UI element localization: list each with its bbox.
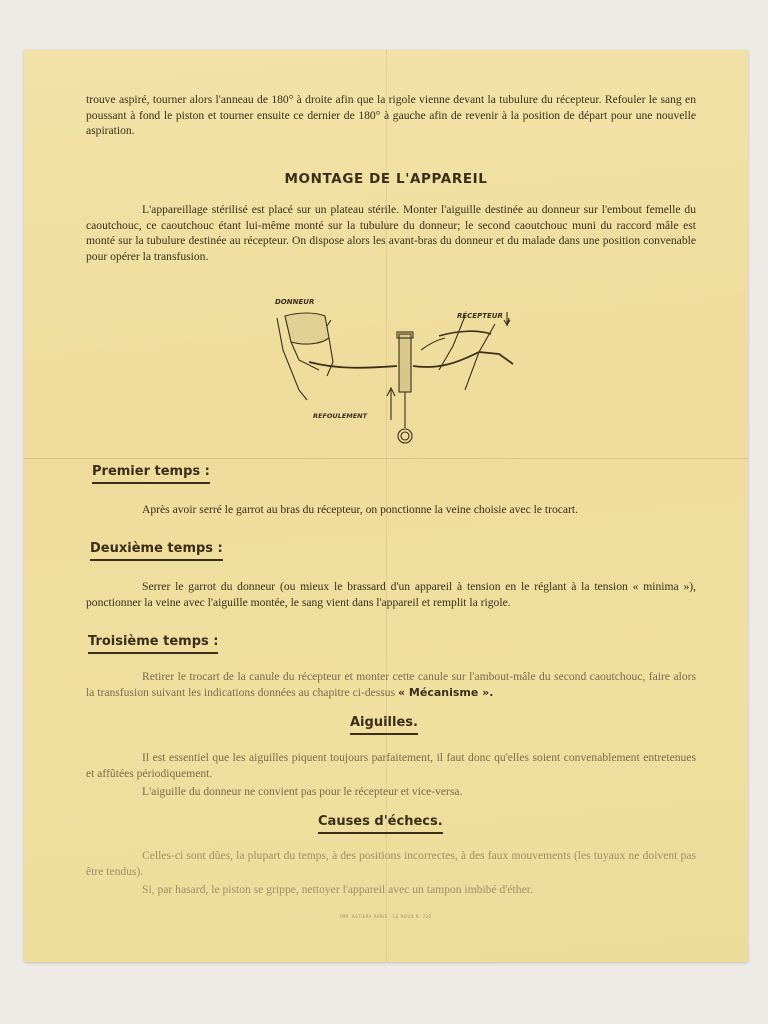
aiguilles-paragraph-2: L'aiguille du donneur ne convient pas pour le récepteur et vice-versa. — [142, 785, 463, 798]
aiguilles-title: Aiguilles. — [350, 715, 418, 735]
aiguilles-paragraph-1: Il est essentiel que les aiguilles piquent toujours parfaitement, il faut donc qu'elles soient convenablement entretenues et affûtées périodiquement. — [86, 751, 696, 780]
causes-title: Causes d'échecs. — [318, 814, 443, 834]
montage-title: MONTAGE DE L'APPAREIL — [284, 171, 488, 187]
printer-imprint: IMP. ASTIERA PARIS · LE ROUX R. 722 — [340, 914, 432, 919]
premier-temps-title: Premier temps : — [92, 464, 210, 484]
premier-temps-paragraph: Après avoir serré le garrot au bras du récepteur, on ponctionne la veine choisie avec le trocart. — [142, 503, 579, 516]
intro-paragraph: trouve aspiré, tourner alors l'anneau de 180° à droite afin que la rigole vienne devant la tubulure du récepteur. Refouler le sang en poussant à fond le piston et tourner ensuite ce dernier de 180° à gauche afin de revenir à la position de départ pour une nouvelle aspiration. — [86, 93, 696, 137]
troisieme-temps-title: Troisième temps : — [88, 634, 218, 654]
transfusion-diagram — [269, 290, 519, 450]
label-refoulement: REFOULEMENT — [313, 412, 368, 420]
label-donneur: DONNEUR — [275, 298, 315, 306]
label-recepteur: RÉCEPTEUR — [457, 312, 503, 320]
deuxieme-temps-paragraph: Serrer le garrot du donneur (ou mieux le brassard d'un appareil à tension en le réglant à la tension « minima »), ponctionner la veine avec l'aiguille montée, le sang vient dans l'appareil et remplit la rigole. — [86, 580, 696, 609]
troisieme-temps-text: Retirer le trocart de la canule du récepteur et monter cette canule sur l'ambout-mâle du second caoutchouc, faire alors la transfusion suivant les indications données au chapitre ci-dessus — [86, 670, 696, 699]
troisieme-temps-paragraph — [86, 669, 696, 700]
mecanisme-reference: « Mécanisme ». — [398, 685, 494, 699]
causes-paragraph-1: Celles-ci sont dûes, la plupart du temps, à des positions incorrectes, à des faux mouvements (les tuyaux ne doivent pas être tendus). — [86, 849, 696, 878]
document-sheet — [24, 50, 748, 962]
causes-paragraph-2: Si, par hasard, le piston se grippe, nettoyer l'appareil avec un tampon imbibé d'éther. — [142, 883, 533, 896]
montage-paragraph: L'appareillage stérilisé est placé sur un plateau stérile. Monter l'aiguille destinée au donneur sur l'embout femelle du caoutchouc, ce caoutchouc étant lui-même monté sur la tubulure du donneur; le second caoutchouc muni du raccord mâle est monté sur la tubulure destinée au récepteur. On dispose alors les avant-bras du donneur et du malade dans une position convenable pour opérer la transfusion. — [86, 203, 696, 263]
deuxieme-temps-title: Deuxième temps : — [90, 541, 223, 561]
